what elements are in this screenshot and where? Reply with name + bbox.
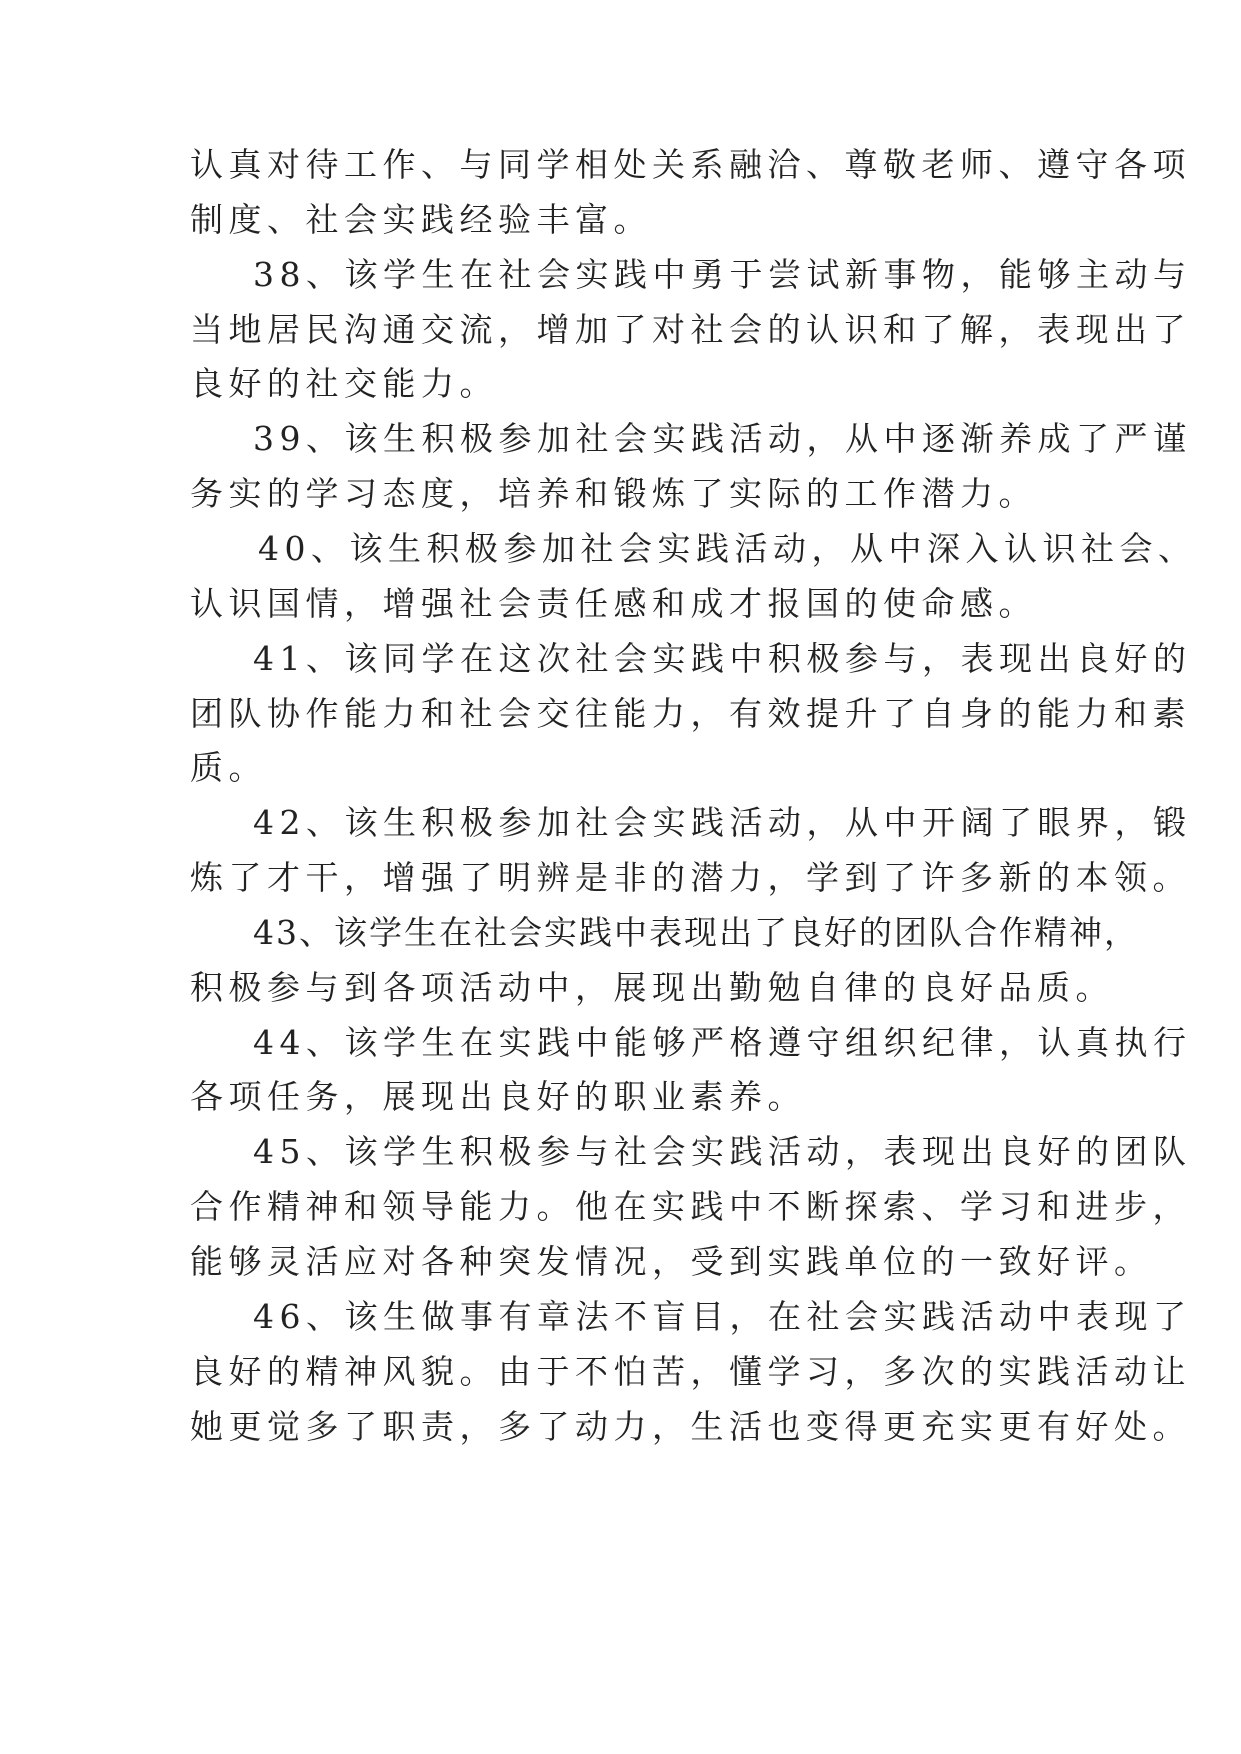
text-line: 质。 [190, 748, 267, 787]
text-line: 各项任务，展现出良好的职业素养。 [190, 1077, 806, 1116]
paragraph-38-line: 38、该学生在社会实践中勇于尝试新事物，能够主动与 [253, 255, 1192, 294]
paragraph-43-line: 43、该学生在社会实践中表现出了良好的团队合作精神， [253, 913, 1139, 952]
text-line: 她更觉多了职责，多了动力，生活也变得更充实更有好处。 [190, 1407, 1191, 1446]
paragraph-46-line: 46、该生做事有章法不盲目，在社会实践活动中表现了 [253, 1297, 1192, 1336]
text-line: 合作精神和领导能力。他在实践中不断探索、学习和进步， [190, 1187, 1191, 1226]
text-line: 当地居民沟通交流，增加了对社会的认识和了解，表现出了 [190, 310, 1191, 349]
paragraph-44-line: 44、该学生在实践中能够严格遵守组织纪律，认真执行 [253, 1023, 1192, 1062]
text-line: 积极参与到各项活动中，展现出勤勉自律的良好品质。 [190, 968, 1114, 1007]
paragraph-45-line: 45、该学生积极参与社会实践活动，表现出良好的团队 [253, 1132, 1192, 1171]
paragraph-39-line: 39、该生积极参加社会实践活动，从中逐渐养成了严谨 [253, 419, 1192, 458]
text-line: 认真对待工作、与同学相处关系融洽、尊敬老师、遵守各项 [190, 145, 1191, 184]
text-line: 团队协作能力和社会交往能力，有效提升了自身的能力和素 [190, 694, 1191, 733]
text-line: 能够灵活应对各种突发情况，受到实践单位的一致好评。 [190, 1242, 1153, 1281]
text-line: 良好的社交能力。 [190, 364, 498, 403]
paragraph-41-line: 41、该同学在这次社会实践中积极参与，表现出良好的 [253, 639, 1192, 678]
paragraph-42-line: 42、该生积极参加社会实践活动，从中开阔了眼界，锻 [253, 803, 1192, 842]
paragraph-40-line: 40、该生积极参加社会实践活动，从中深入认识社会、 [258, 529, 1197, 568]
text-line: 务实的学习态度，培养和锻炼了实际的工作潜力。 [190, 474, 1037, 513]
text-line: 制度、社会实践经验丰富。 [190, 200, 652, 239]
text-line: 认识国情，增强社会责任感和成才报国的使命感。 [190, 584, 1037, 623]
text-line: 良好的精神风貌。由于不怕苦，懂学习，多次的实践活动让 [190, 1352, 1191, 1391]
text-line: 炼了才干，增强了明辨是非的潜力，学到了许多新的本领。 [190, 858, 1191, 897]
